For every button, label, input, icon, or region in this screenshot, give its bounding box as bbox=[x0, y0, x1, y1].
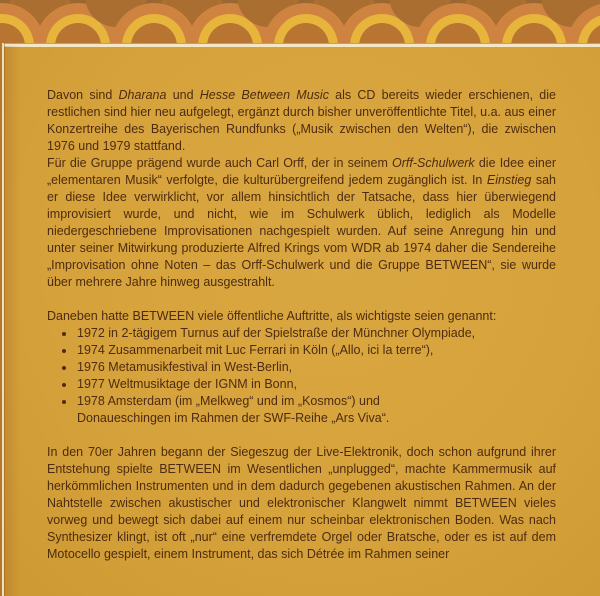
paragraph-orff: Für die Gruppe prägend wurde auch Carl Orff, der in seinem Orff-Schulwerk die Idee einer „elementaren Musik“ verfolgte, die kulturübergreifend jedem zugänglich ist. In Einstieg sah er diese Idee verwirklicht, vor allem hinsichtlich der Tatsache, dass hier überwiegend improvisiert wurde, und nicht, wie im Schulwerk üblich, lediglich als Modelle niedergeschriebene Improvisationen nachgespielt wurden. Auf seine Anregung hin und unter seiner Mitwirkung produzierte Alfred Krings vom WDR ab 1974 daher die Sendereihe „Improvisation ohne Noten – das Orff-Schulwerk und die Gruppe BETWEEN“, sie wurde über mehrere Jahre hinweg ausgestrahlt. bbox=[47, 156, 556, 289]
list-item-1976: • 1976 Metamusikfestival in West-Berlin, bbox=[76, 359, 556, 376]
album-title-dharana: Dharana bbox=[118, 88, 167, 102]
performance-list bbox=[47, 325, 556, 427]
list-item-1974: • 1974 Zusammenarbeit mit Luc Ferrari in Köln („Allo, ici la terre“), bbox=[76, 342, 556, 359]
paragraph-releases-text: Davon sind bbox=[47, 88, 119, 102]
work-title-orff-schulwerk: Orff-Schulwerk bbox=[392, 156, 475, 170]
top-divider-line bbox=[0, 43, 600, 47]
list-item-1972: • 1972 in 2-tägigem Turnus auf der Spielstraße der Münchner Olympiade, bbox=[76, 325, 556, 342]
album-title-hesse-between-music: Hesse Between Music bbox=[199, 88, 329, 102]
list-item-1978-line2: Donaueschingen im Rahmen der SWF-Reihe „Ars Viva“. bbox=[77, 411, 390, 425]
paragraph-releases: Davon sind Dharana und Hesse Between Music als CD bereits wieder erschienen, die restlichen sind hier neu aufgelegt, ergänzt durch bisher unveröffentlichte Titel, u.a. aus einer Konzertreihe des Bayerischen Rundfunks („Musik zwischen den Welten“), die zwischen 1976 und 1979 stattfand. bbox=[47, 88, 556, 153]
album-title-einstieg: Einstieg bbox=[486, 173, 532, 187]
list-item-1977: • 1977 Weltmusiktage der IGNM in Bonn, bbox=[76, 376, 556, 393]
booklet-text bbox=[47, 87, 556, 563]
paragraph-orff-text: Für die Gruppe prägend wurde auch Carl Orff, der in seinem bbox=[47, 156, 393, 170]
left-page-edge bbox=[0, 43, 5, 596]
paragraph-unplugged: In den 70er Jahren begann der Siegeszug der Live-Elektronik, doch schon aufgrund ihrer Entstehung spielte BETWEEN im Wesentlichen „unplugged“, machte Kammermusik auf herkömmlichen Instrumenten und in dem dadurch gegebenen akustischen Rahmen. An der Nahtstelle zwischen akustischer und elektronischer Klangwelt nimmt BETWEEN vieles vorweg und bewegt sich dabei auf einem nur scheinbar elektronischen Boden. Was nach Synthesizer klingt, ist oft „nur“ eine verfremdete Orgel oder Bratsche, oder es ist auf dem Motocello gespielt, einem Instrument, das sich Détrée im Rahmen seiner bbox=[47, 445, 556, 561]
top-border-pattern bbox=[0, 0, 600, 43]
circle-pattern bbox=[0, 0, 600, 43]
paragraph-performances-intro: Daneben hatte BETWEEN viele öffentliche Auftritte, als wichtigste seien genannt: bbox=[47, 309, 497, 323]
list-item-1978: • 1978 Amsterdam (im „Melkweg“ und im „Kosmos“) und Donaueschingen im Rahmen der SWF-Reihe „Ars Viva“. bbox=[76, 393, 556, 427]
